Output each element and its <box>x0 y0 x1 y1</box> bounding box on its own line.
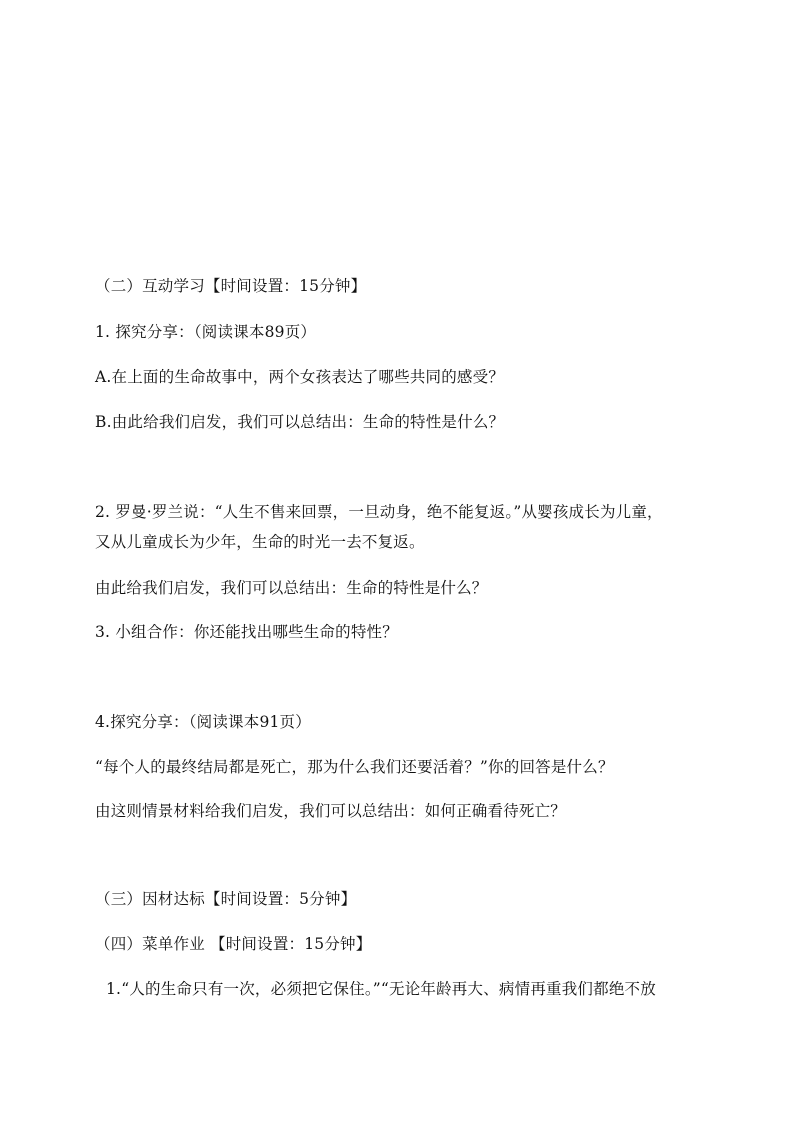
section-heading-interactive-learning: （二）互动学习【时间设置：15分钟】 <box>95 277 367 295</box>
question-4-title: 4.探究分享：（阅读课本91页） <box>95 713 311 731</box>
question-1-part-b: B.由此给我们启发，我们可以总结出：生命的特性是什么？ <box>95 413 505 431</box>
question-2-line-1: 2. 罗曼·罗兰说：“人生不售来回票，一旦动身，绝不能复返。”从婴孩成长为儿童， <box>95 503 663 521</box>
question-1-title: 1. 探究分享：（阅读课本89页） <box>95 323 317 341</box>
question-2-line-2: 又从儿童成长为少年，生命的时光一去不复返。 <box>95 533 425 551</box>
section-heading-practice: （三）因材达标【时间设置：5分钟】 <box>95 890 357 908</box>
question-1-part-a: A.在上面的生命故事中，两个女孩表达了哪些共同的感受？ <box>95 368 505 386</box>
homework-item-1: 1.“人的生命只有一次，必须把它保住。”“无论年龄再大、病情再重我们都绝不放 <box>106 980 656 998</box>
question-3: 3. 小组合作：你还能找出哪些生命的特性？ <box>95 623 398 641</box>
question-4-prompt: 由这则情景材料给我们启发，我们可以总结出：如何正确看待死亡？ <box>95 802 567 820</box>
question-2-prompt: 由此给我们启发，我们可以总结出：生命的特性是什么？ <box>95 579 488 597</box>
question-4-quote: “每个人的最终结局都是死亡，那为什么我们还要活着？”你的回答是什么？ <box>95 758 614 776</box>
section-heading-homework: （四）菜单作业 【时间设置：15分钟】 <box>95 935 372 953</box>
